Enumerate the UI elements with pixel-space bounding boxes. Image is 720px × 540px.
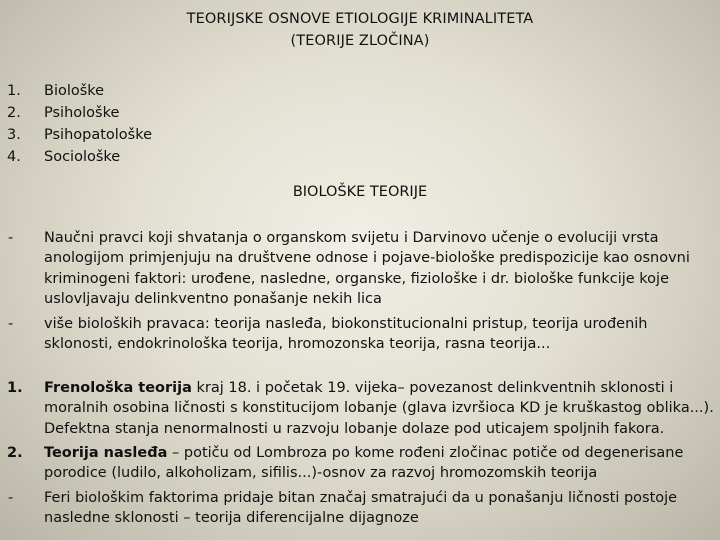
- text-line: porodice (ludilo, alkoholizam, sifilis...)-osnov za razvoj hromozomskih teorija: [44, 465, 598, 482]
- text-line: [44, 378, 716, 398]
- text-line: uslovljavaju delinkventno ponašanje nekih lica: [44, 290, 382, 307]
- paragraph-text: [44, 314, 716, 355]
- list-item: [0, 146, 720, 168]
- term-bold: Teorija nasleđa: [44, 445, 168, 461]
- text-line: nasledne sklonosti – teorija diferencijalne dijagnoze: [44, 510, 419, 527]
- list-label: Sociološke: [44, 149, 121, 165]
- text-line: Defektna stanja nenormalnosti u razvoju lobanje dolaze pod uticajem spoljnih fakora.: [44, 420, 665, 437]
- bullet-marker: -: [8, 316, 14, 332]
- text-line: anologijom primjenjuju na društvene odnose i pojave-biološke predispozicije kao osnovni: [44, 250, 690, 267]
- paragraph-text: [44, 488, 716, 529]
- section-heading: BIOLOŠKE TEORIJE: [292, 184, 428, 200]
- theory-list: [0, 80, 720, 168]
- item-number: 2.: [7, 445, 23, 461]
- page-title: [0, 8, 720, 52]
- text-line: sklonosti, endokrinološka teorija, hromozonska teorija, rasna teorija...: [44, 336, 551, 353]
- list-label: Psihopatološke: [44, 127, 153, 143]
- bullet-marker: -: [8, 490, 14, 506]
- title-line-2: (TEORIJE ZLOČINA): [290, 33, 430, 49]
- list-number: 1.: [7, 83, 21, 99]
- list-label: Biološke: [44, 83, 105, 99]
- text-line: kriminogeni faktori: urođene, nasledne, organske, fiziološke i dr. biološke funkcije koje: [44, 270, 669, 287]
- list-label: Psihološke: [44, 105, 120, 121]
- text-line: više bioloških pravaca: teorija nasleđa, biokonstitucionalni pristup, teorija urođenih: [44, 316, 648, 332]
- text-line: moralnih osobina ličnosti s konstitucijom lobanje (glava izvršioca KD je kruškastog oblika...).: [44, 400, 714, 417]
- term-bold: Frenološka teorija: [44, 380, 192, 396]
- text-span: kraj 18. i početak 19. vijeka– povezanost delinkventnih sklonosti i: [191, 380, 674, 396]
- paragraph-text: [44, 443, 716, 484]
- list-number: 2.: [7, 105, 21, 121]
- paragraph-text: [44, 228, 716, 309]
- text-line: [44, 443, 716, 463]
- item-number: 1.: [7, 380, 23, 396]
- text-line: Naučni pravci koji shvatanja o organskom svijetu i Darvinovo učenje o evoluciji vrsta: [44, 230, 659, 246]
- bullet-marker: -: [8, 230, 14, 246]
- text-span: – potiču od Lombroza po kome rođeni zločinac potiče od degenerisane: [167, 445, 684, 461]
- paragraph-text: [44, 378, 716, 439]
- list-item: [0, 80, 720, 102]
- list-number: 3.: [7, 127, 21, 143]
- title-line-1: TEORIJSKE OSNOVE ETIOLOGIJE KRIMINALITETA: [186, 11, 534, 27]
- list-item: [0, 102, 720, 124]
- text-line: Feri biološkim faktorima pridaje bitan značaj smatrajući da u ponašanju ličnosti postoje: [44, 490, 678, 506]
- list-item: [0, 124, 720, 146]
- list-number: 4.: [7, 149, 21, 165]
